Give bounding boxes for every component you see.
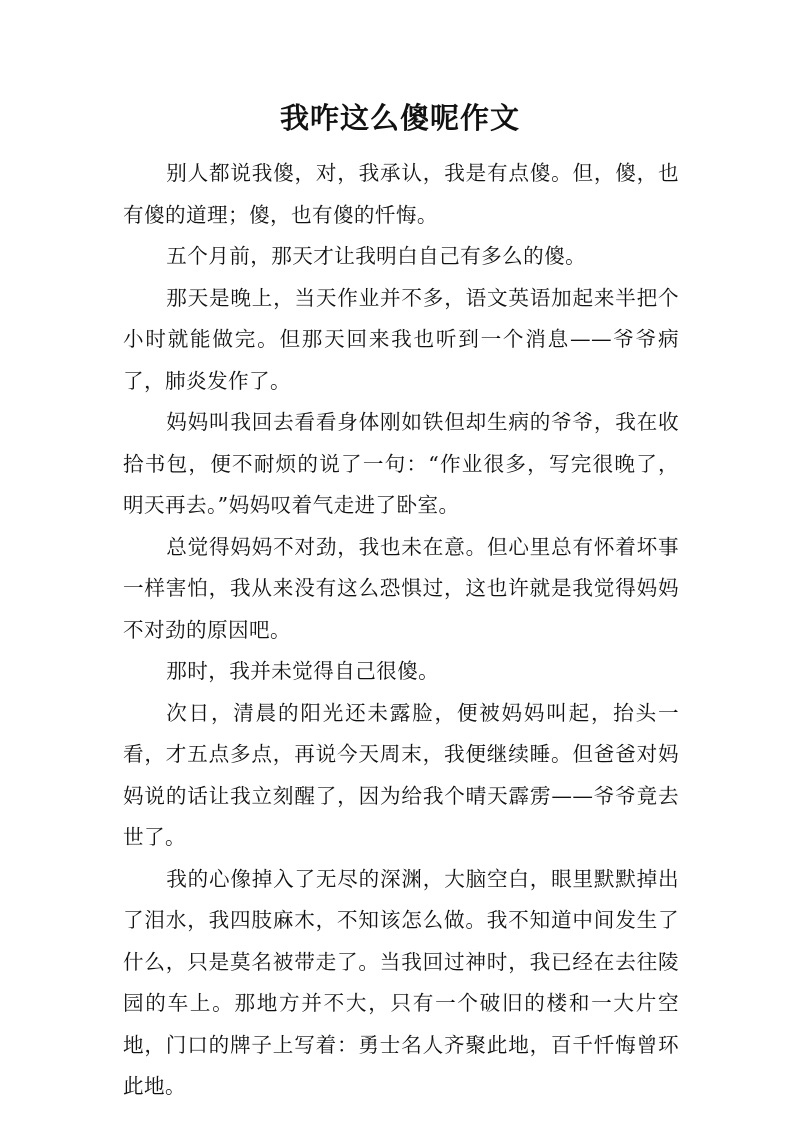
paragraph: 那时，我并未觉得自己很傻。 [166, 659, 440, 683]
paragraph: 五个月前，那天才让我明白自己有多么的傻。 [166, 244, 587, 268]
paragraph: 妈妈叫我回去看看身体刚如铁但却生病的爷爷，我在收拾书包，便不耐烦的说了一句：“作业很多，写完很晚了，明天再去。”妈妈叹着气走进了卧室。 [123, 410, 679, 517]
paragraph: 我的心像掉入了无尽的深渊，大脑空白，眼里默默掉出了泪水，我四肢麻木，不知该怎么做。我不知道中间发生了什么，只是莫名被带走了。当我回过神时，我已经在去往陵园的车上。那地方并不大，只有一个破旧的楼和一大片空地，门口的牌子上写着：勇士名人齐聚此地，百千忏悔曾环此地。 [123, 866, 679, 1098]
document-body [123, 153, 679, 1108]
paragraph: 那天是晚上，当天作业并不多，语文英语加起来半把个小时就能做完。但那天回来我也听到一个消息——爷爷病了，肺炎发作了。 [123, 285, 679, 393]
paragraph: 次日，清晨的阳光还未露脸，便被妈妈叫起，抬头一看，才五点多点，再说今天周末，我便继续睡。但爸爸对妈妈说的话让我立刻醒了，因为给我个晴天霹雳——爷爷竟去世了。 [123, 700, 679, 849]
paragraph: 别人都说我傻，对，我承认，我是有点傻。但，傻，也有傻的道理；傻，也有傻的忏悔。 [123, 161, 679, 227]
paragraph: 总觉得妈妈不对劲，我也未在意。但心里总有怀着坏事一样害怕，我从来没有这么恐惧过，这也许就是我觉得妈妈不对劲的原因吧。 [123, 534, 679, 642]
document-title: 我咋这么傻呢作文 [279, 101, 520, 135]
